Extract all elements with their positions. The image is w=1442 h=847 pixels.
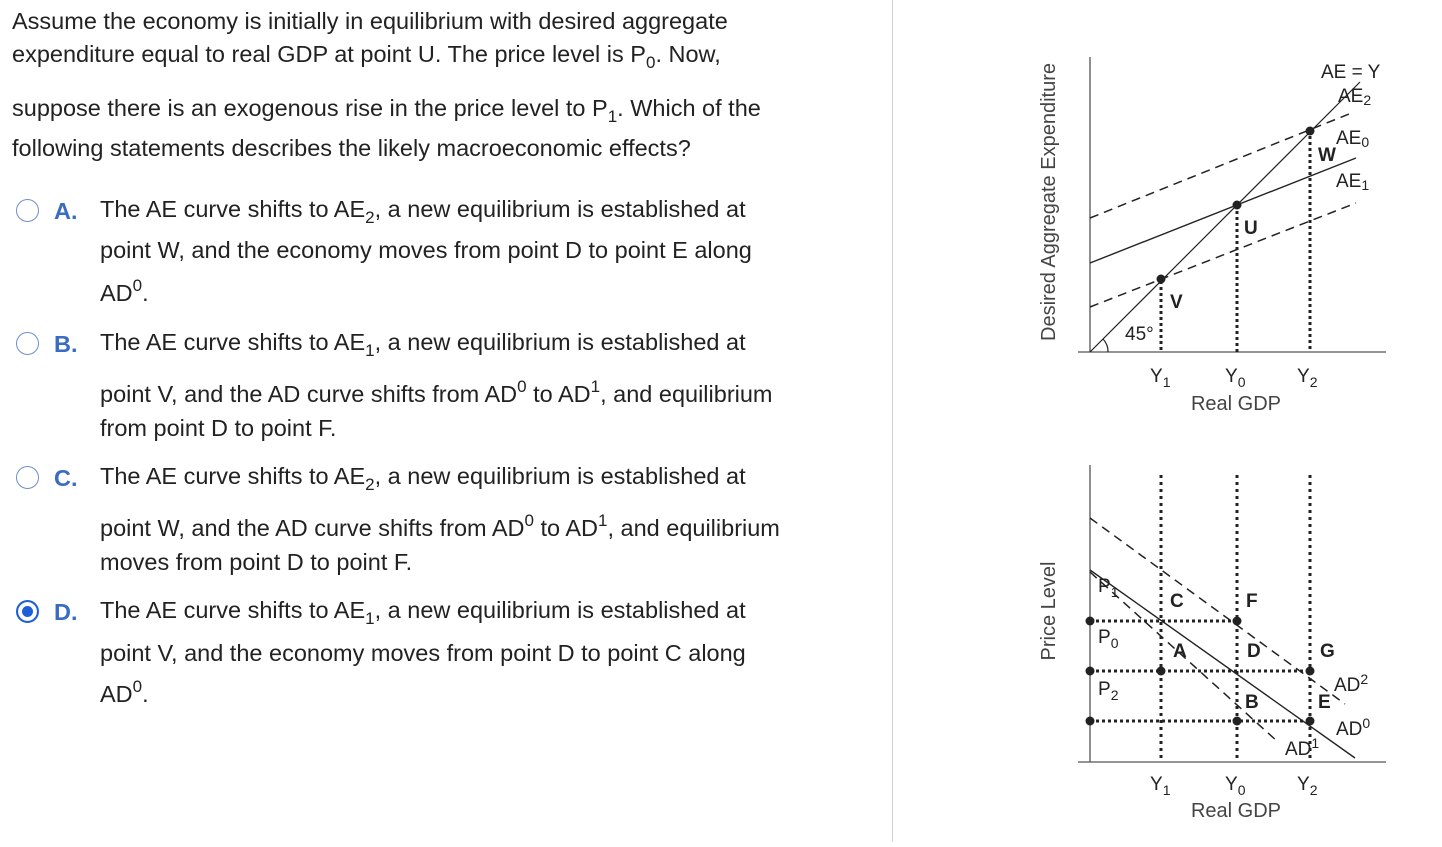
- ae0-label: AE0: [1336, 128, 1370, 150]
- ad2-curve: [1090, 518, 1345, 704]
- option-text: The AE curve shifts to $AE_2$, a new equilibrium is established at: [100, 196, 746, 227]
- option-letter: A.: [54, 198, 78, 224]
- ae-tick-y2: $Y_2$: [1297, 366, 1318, 390]
- point-d-label: D: [1247, 641, 1261, 662]
- point-b-label: B: [1245, 692, 1259, 713]
- ad2-label: $AD^2$: [1334, 671, 1369, 696]
- ae-x-axis-label: Real GDP: [1190, 393, 1282, 415]
- radio-button-c[interactable]: [16, 466, 39, 489]
- question-line: expenditure equal to real GDP at point U. The price level is $P_0$. Now,: [12, 41, 721, 72]
- point-w-marker: [1306, 127, 1315, 136]
- option-text: from point D to point F.: [100, 415, 337, 441]
- option-text: The AE curve shifts to $AE_2$, a new equilibrium is established at: [100, 463, 746, 494]
- point-v-marker: [1157, 275, 1166, 284]
- ad-tick-y1: $Y_1$: [1150, 774, 1171, 798]
- ae0-curve: [1090, 158, 1356, 263]
- ad-tick-y2: $Y_2$: [1297, 774, 1318, 798]
- ae2-label: AE2: [1338, 86, 1372, 108]
- graphs-figure: [893, 0, 1442, 842]
- option-text: point W, and the economy moves from point D to point E along: [100, 237, 752, 263]
- option-text: point W, and the AD curve shifts from $AD^0$ to $AD^1$, and equilibrium: [100, 511, 780, 541]
- p2-label: $P_2$: [1098, 679, 1119, 703]
- point-v-label: V: [1170, 292, 1183, 313]
- ad-y-axis-label: Price Level: [1038, 561, 1060, 661]
- question-line: Assume the economy is initially in equilibrium with desired aggregate: [12, 8, 728, 34]
- p0-label: $P_0$: [1098, 627, 1119, 651]
- point-g-label: G: [1320, 641, 1335, 662]
- option-letter: D.: [54, 599, 78, 625]
- ad-graph: [1038, 465, 1386, 822]
- p0-axis-marker: [1086, 667, 1095, 676]
- ae-graph: [1038, 57, 1386, 415]
- point-u-label: U: [1244, 218, 1258, 239]
- angle-label: 45°: [1125, 324, 1154, 345]
- point-e-label: E: [1318, 692, 1331, 713]
- ae1-label: AE1: [1336, 171, 1370, 193]
- option-text: The AE curve shifts to $AE_1$, a new equilibrium is established at: [100, 597, 746, 628]
- point-f-label: F: [1246, 591, 1258, 612]
- radio-button-d[interactable]: [16, 600, 39, 623]
- point-b-marker: [1233, 717, 1242, 726]
- ae2-curve: [1090, 112, 1354, 218]
- ae-tick-y1: $Y_1$: [1150, 366, 1171, 390]
- ad0-curve: [1090, 570, 1355, 758]
- point-w-label: W: [1318, 145, 1336, 166]
- ad-tick-y0: $Y_0$: [1225, 774, 1246, 798]
- option-text: $AD^0$.: [100, 276, 149, 306]
- p2-axis-marker: [1086, 717, 1095, 726]
- option-text: The AE curve shifts to $AE_1$, a new equilibrium is established at: [100, 329, 746, 360]
- ae-tick-y0: $Y_0$: [1225, 366, 1246, 390]
- option-letter: B.: [54, 331, 78, 357]
- point-a-marker: [1157, 667, 1166, 676]
- radio-button-a[interactable]: [16, 199, 39, 222]
- option-letter: C.: [54, 465, 78, 491]
- point-c-label: C: [1170, 591, 1184, 612]
- option-text: point V, and the economy moves from point D to point C along: [100, 640, 746, 666]
- point-u-marker: [1233, 201, 1242, 210]
- point-e-marker: [1306, 717, 1315, 726]
- ae-equals-y-label: AE = Y: [1321, 62, 1381, 83]
- ae-y-axis-label: Desired Aggregate Expenditure: [1038, 63, 1060, 341]
- radio-button-b[interactable]: [16, 332, 39, 355]
- point-a-label: A: [1173, 641, 1187, 662]
- point-f-marker: [1233, 617, 1242, 626]
- p1-axis-marker: [1086, 617, 1095, 626]
- point-g-marker: [1306, 667, 1315, 676]
- option-text: point V, and the AD curve shifts from $AD^0$ to $AD^1$, and equilibrium: [100, 377, 773, 407]
- question-line: suppose there is an exogenous rise in the price level to $P_1$. Which of the: [12, 95, 761, 126]
- ad0-label: $AD^0$: [1336, 715, 1371, 740]
- graph-pane: [893, 0, 1442, 842]
- option-text: $AD^0$.: [100, 677, 149, 707]
- ad1-label: $AD^1$: [1285, 735, 1320, 760]
- question-line: following statements describes the likely macroeconomic effects?: [12, 135, 691, 161]
- option-text: moves from point D to point F.: [100, 549, 413, 575]
- p1-label: $P_1$: [1098, 576, 1119, 600]
- ad-x-axis-label: Real GDP: [1190, 800, 1282, 822]
- angle-arc: [1103, 339, 1108, 352]
